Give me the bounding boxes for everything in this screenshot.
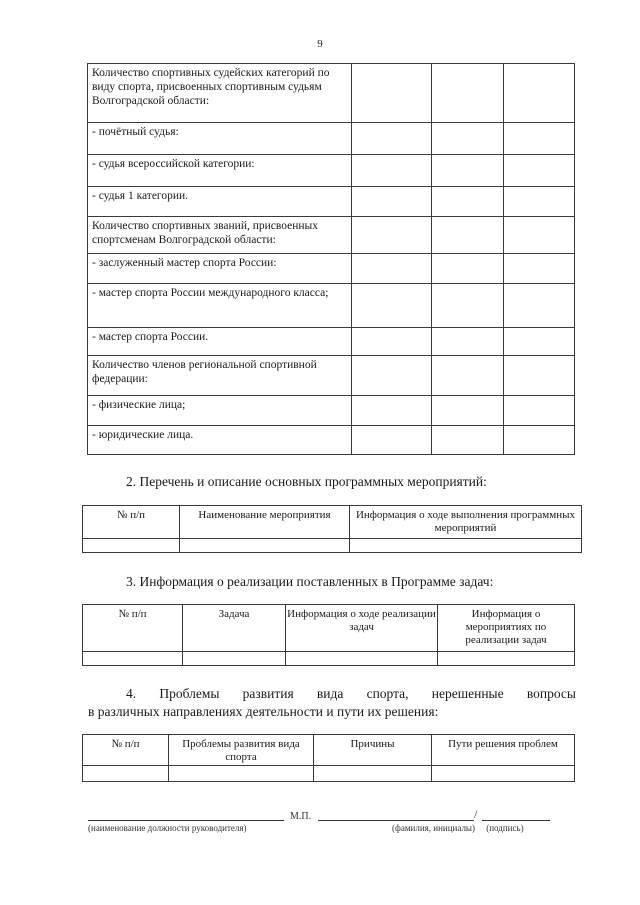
row-label: - почётный судья: xyxy=(88,123,352,155)
section3-heading: 3. Информация о реализации поставленных в Программе задач: xyxy=(126,574,494,589)
col-header-task-progress: Информация о ходе реализации задач xyxy=(286,605,438,652)
row-label: Количество членов региональной спортивной федерации: xyxy=(88,356,352,396)
col-header-task: Задача xyxy=(183,605,286,652)
row-label: - физические лица; xyxy=(88,396,352,426)
stamp-mark: М.П. xyxy=(290,811,312,822)
row-label: Количество спортивных судейских категорий по виду спорта, присвоенных спортивным судьям Волгоградской области: xyxy=(88,64,352,123)
col-header-measure: Наименование мероприятия xyxy=(180,506,350,539)
row-label: - мастер спорта России международного класса; xyxy=(88,284,352,328)
row-label: - судья 1 категории. xyxy=(88,187,352,217)
table-row xyxy=(83,539,582,553)
col-header-problems: Проблемы развития вида спорта xyxy=(169,735,314,766)
name-line xyxy=(318,820,474,821)
col-header-reasons: Причины xyxy=(314,735,432,766)
row-label: - заслуженный мастер спорта России: xyxy=(88,254,352,284)
table-row xyxy=(88,396,575,426)
col-header-solutions: Пути решения проблем xyxy=(432,735,575,766)
signature-line xyxy=(482,820,550,821)
table-row xyxy=(88,217,575,254)
problems-table xyxy=(82,734,575,782)
measures-table xyxy=(82,505,582,553)
section4-heading-line2: в различных направлениях деятельности и пути их решения: xyxy=(88,704,439,719)
row-label: - мастер спорта России. xyxy=(88,328,352,356)
table-row xyxy=(88,254,575,284)
name-signature-caption: (фамилия, инициалы) (подпись) xyxy=(392,823,524,833)
col-header-task-measures: Информация о мероприятиях по реализации задач xyxy=(438,605,575,652)
col-header-progress: Информация о ходе выполнения программных мероприятий xyxy=(350,506,582,539)
table-row xyxy=(88,155,575,187)
table-row xyxy=(88,356,575,396)
row-label: - судья всероссийской категории: xyxy=(88,155,352,187)
section4-heading-line1: 4. Проблемы развития вида спорта, нерешенные вопросы xyxy=(126,686,576,701)
table-row xyxy=(88,426,575,455)
col-header-number: № п/п xyxy=(83,506,180,539)
table-row xyxy=(88,187,575,217)
table-row xyxy=(88,123,575,155)
indicators-table xyxy=(87,63,575,455)
table-row xyxy=(88,284,575,328)
position-line xyxy=(88,820,284,821)
position-caption: (наименование должности руководителя) xyxy=(88,823,247,833)
col-header-number: № п/п xyxy=(83,605,183,652)
table-row xyxy=(88,64,575,123)
section2-heading: 2. Перечень и описание основных программных мероприятий: xyxy=(126,474,487,489)
col-header-number: № п/п xyxy=(83,735,169,766)
tasks-table xyxy=(82,604,575,666)
table-row xyxy=(83,766,575,782)
row-label: - юридические лица. xyxy=(88,426,352,455)
table-row xyxy=(83,652,575,666)
page-number: 9 xyxy=(317,38,323,50)
table-row xyxy=(88,328,575,356)
row-label: Количество спортивных званий, присвоенных спортсменам Волгоградской области: xyxy=(88,217,352,254)
